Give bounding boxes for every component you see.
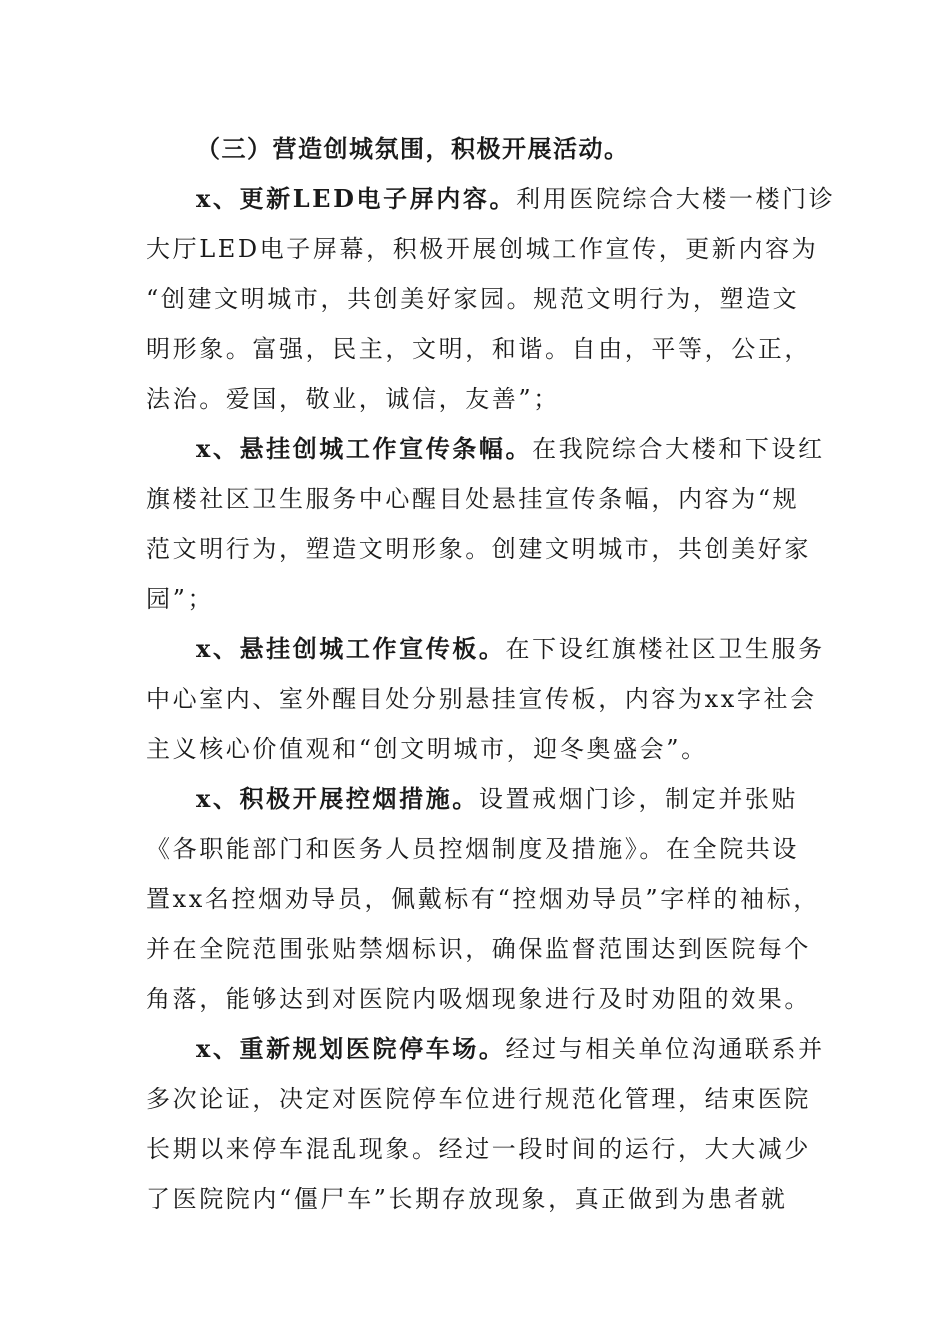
paragraph-line: 园”； bbox=[146, 585, 215, 613]
paragraph-line: 法治。爱国，敬业，诚信，友善”； bbox=[146, 385, 560, 413]
paragraph-line: “创建文明城市，共创美好家园。规范文明行为，塑造文 bbox=[146, 285, 800, 313]
paragraph-line bbox=[196, 784, 876, 814]
item-lead: x、重新规划医院停车场。 bbox=[196, 1034, 506, 1063]
paragraph-line: 《各职能部门和医务人员控烟制度及措施》。在全院共设 bbox=[146, 835, 799, 863]
item-lead: x、积极开展控烟措施。 bbox=[196, 784, 479, 813]
paragraph-line: 中心室内、室外醒目处分别悬挂宣传板，内容为xx字社会 bbox=[146, 685, 817, 713]
section-heading: （三）营造创城氛围，积极开展活动。 bbox=[196, 134, 630, 163]
paragraph-line: 明形象。富强，民主，文明，和谐。自由，平等，公正， bbox=[146, 335, 811, 363]
item-lead: x、悬挂创城工作宣传板。 bbox=[196, 634, 506, 663]
item-text: 设置戒烟门诊，制定并张贴 bbox=[478, 785, 799, 813]
paragraph-line: 多次论证，决定对医院停车位进行规范化管理，结束医院 bbox=[146, 1085, 811, 1113]
paragraph-line bbox=[196, 184, 876, 214]
item-text: 在下设红旗楼社区卫生服务 bbox=[505, 635, 825, 663]
paragraph-line: 范文明行为，塑造文明形象。创建文明城市，共创美好家 bbox=[146, 535, 811, 563]
item-lead: x、更新LED电子屏内容。 bbox=[196, 184, 517, 213]
paragraph-line bbox=[196, 434, 876, 464]
paragraph-line: 旗楼社区卫生服务中心醒目处悬挂宣传条幅，内容为“规 bbox=[146, 485, 800, 513]
paragraph-line bbox=[196, 634, 876, 664]
item-text: 经过与相关单位沟通联系并 bbox=[505, 1035, 825, 1063]
paragraph-line: 角落，能够达到对医院内吸烟现象进行及时劝阻的效果。 bbox=[146, 985, 811, 1013]
paragraph-line: 主义核心价值观和“创文明城市，迎冬奥盛会”。 bbox=[146, 735, 708, 763]
paragraph-line: 长期以来停车混乱现象。经过一段时间的运行，大大减少 bbox=[146, 1135, 811, 1163]
paragraph-line bbox=[196, 1034, 876, 1064]
paragraph-line: 置xx名控烟劝导员，佩戴标有“控烟劝导员”字样的袖标， bbox=[146, 885, 820, 913]
item-text: 在我院综合大楼和下设红 bbox=[532, 435, 825, 463]
paragraph-line: 了医院院内“僵尸车”长期存放现象，真正做到为患者就 bbox=[146, 1185, 788, 1213]
paragraph-line: 并在全院范围张贴禁烟标识，确保监督范围达到医院每个 bbox=[146, 935, 811, 963]
item-lead: x、悬挂创城工作宣传条幅。 bbox=[196, 434, 533, 463]
item-text: 利用医院综合大楼一楼门诊 bbox=[516, 185, 836, 213]
paragraph-line: 大厅LED电子屏幕，积极开展创城工作宣传，更新内容为 bbox=[146, 235, 819, 263]
